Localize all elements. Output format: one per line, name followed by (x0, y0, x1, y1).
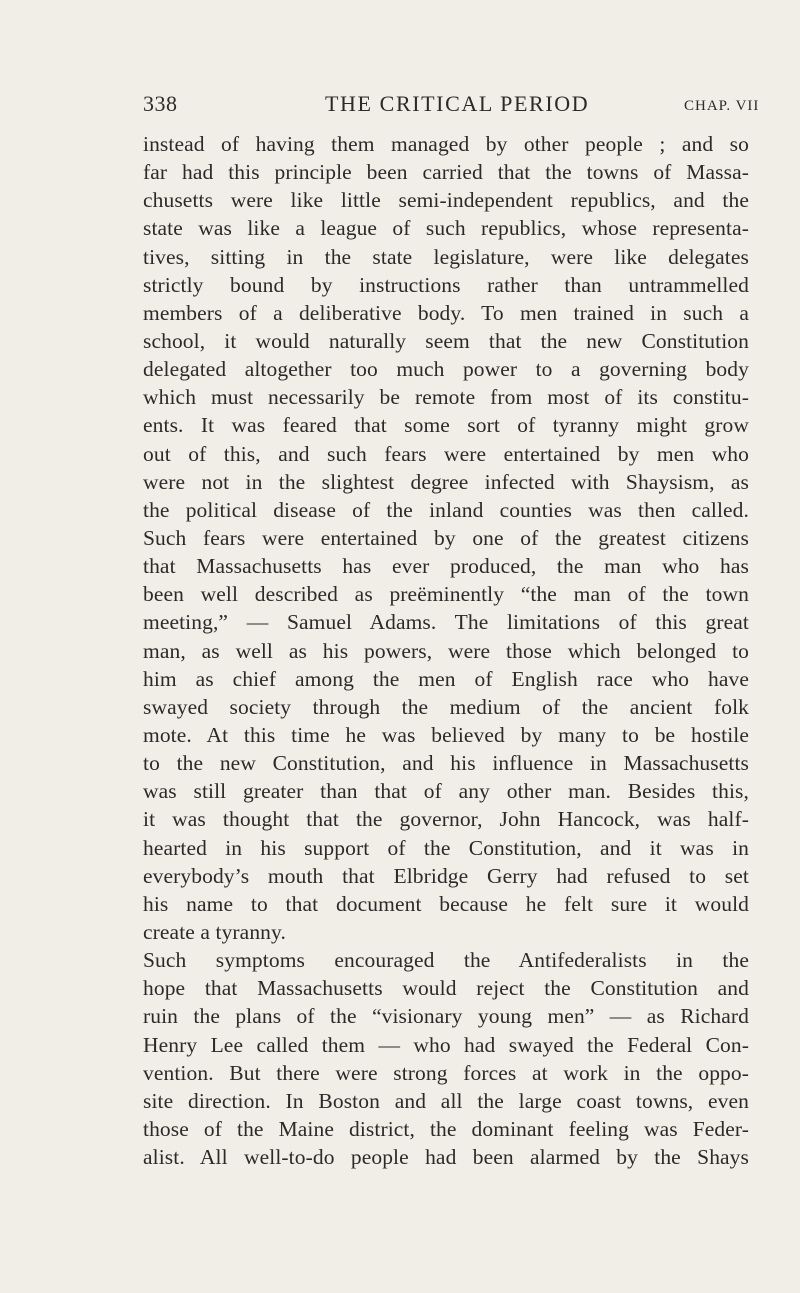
text-line: ruin the plans of the “visionary young men” — as Richard (143, 1004, 749, 1029)
text-line: him as chief among the men of English race who have (143, 666, 749, 691)
text-line: been well described as preëminently “the man of the town (143, 582, 749, 607)
text-line: Henry Lee called them — who had swayed the Federal Con- (143, 1032, 749, 1057)
text-line: create a tyranny. (143, 919, 286, 944)
text-line: everybody’s mouth that Elbridge Gerry had refused to set (143, 863, 749, 888)
text-line: school, it would naturally seem that the new Constitution (143, 328, 749, 353)
text-line: vention. But there were strong forces at work in the oppo- (143, 1060, 749, 1085)
text-line: to the new Constitution, and his influence in Massachusetts (143, 751, 749, 776)
text-line: the political disease of the inland counties was then called. (143, 497, 749, 522)
paragraph-start-line: Such symptoms encouraged the Antifederalists in the (143, 948, 749, 973)
text-line: meeting,” — Samuel Adams. The limitations of this great (143, 610, 749, 635)
text-line: which must necessarily be remote from most of its constitu- (143, 385, 749, 410)
text-line: strictly bound by instructions rather than untrammelled (143, 272, 749, 297)
text-line: mote. At this time he was believed by many to be hostile (143, 722, 749, 747)
text-line: far had this principle been carried that the towns of Massa- (143, 160, 749, 185)
text-line: those of the Maine district, the dominant feeling was Feder- (143, 1116, 749, 1141)
text-line: instead of having them managed by other people ; and so (143, 132, 749, 156)
text-line: it was thought that the governor, John Hancock, was half- (143, 807, 749, 832)
text-line: members of a deliberative body. To men trained in such a (143, 300, 749, 325)
text-line: swayed society through the medium of the ancient folk (143, 694, 749, 719)
text-line: ents. It was feared that some sort of tyranny might grow (143, 413, 749, 438)
text-line: his name to that document because he felt sure it would (143, 891, 749, 916)
running-title: THE CRITICAL PERIOD (325, 91, 590, 116)
text-line: Such fears were entertained by one of the greatest citizens (143, 525, 749, 550)
text-line: chusetts were like little semi-independent republics, and the (143, 188, 749, 213)
text-line: out of this, and such fears were entertained by men who (143, 441, 749, 466)
text-line: that Massachusetts has ever produced, the man who has (143, 554, 749, 579)
text-line: state was like a league of such republics, whose representa- (143, 216, 749, 241)
text-line: hope that Massachusetts would reject the Constitution and (143, 976, 749, 1001)
text-line: hearted in his support of the Constitution, and it was in (143, 835, 749, 860)
chapter-label: CHAP. VII (684, 98, 760, 114)
page-number: 338 (143, 91, 178, 116)
text-line: were not in the slightest degree infected with Shaysism, as (143, 469, 749, 494)
text-line: delegated altogether too much power to a governing body (143, 357, 749, 382)
text-line: alist. All well-to-do people had been alarmed by the Shays (143, 1145, 749, 1170)
text-line: site direction. In Boston and all the large coast towns, even (143, 1088, 749, 1113)
page-header (143, 88, 760, 128)
text-line: was still greater than that of any other man. Besides this, (143, 779, 749, 804)
text-line: tives, sitting in the state legislature, were like delegates (143, 244, 749, 269)
text-line: man, as well as his powers, were those which belonged to (143, 638, 749, 663)
body-text (143, 130, 749, 1171)
